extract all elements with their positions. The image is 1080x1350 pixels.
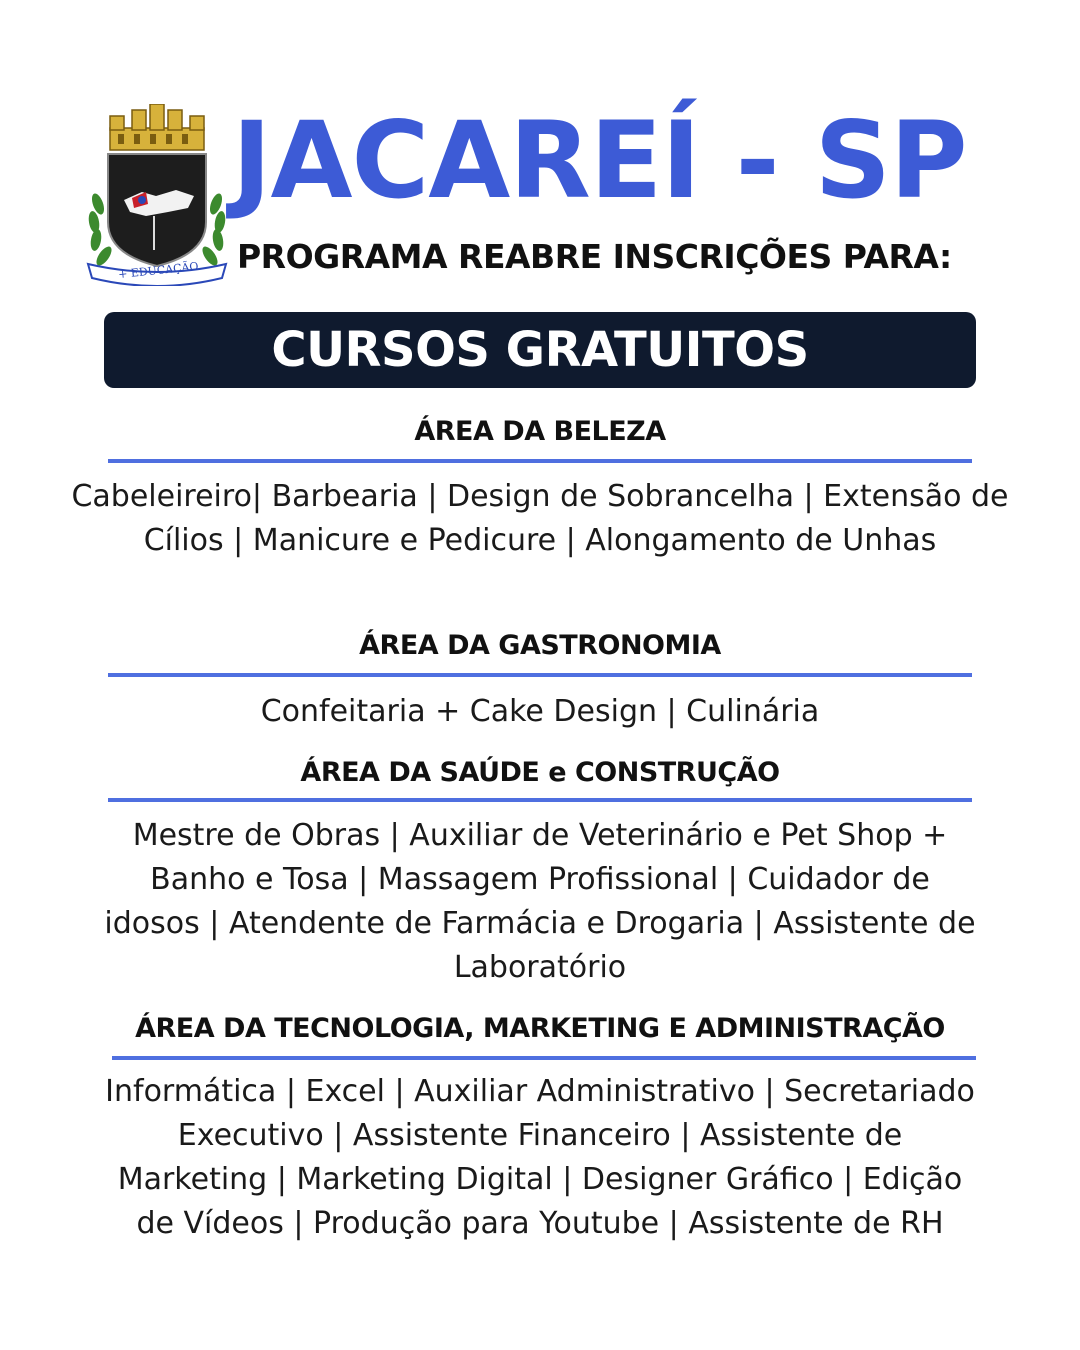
section-courses-saude-construcao: Mestre de Obras | Auxiliar de Veterinário e Pet Shop + Banho e Tosa | Massagem Profissional | Cuidador de idosos | Atendente de Farmácia e Drogaria | Assistente de Laboratório bbox=[104, 818, 976, 985]
section-divider bbox=[112, 1056, 976, 1060]
section-heading-gastronomia: ÁREA DA GASTRONOMIA bbox=[359, 630, 721, 661]
section-courses-gastronomia: Confeitaria + Cake Design | Culinária bbox=[260, 694, 820, 729]
section-divider bbox=[108, 798, 972, 802]
section-heading-beleza: ÁREA DA BELEZA bbox=[414, 416, 666, 447]
section-divider bbox=[108, 459, 972, 463]
section-divider bbox=[108, 673, 972, 677]
page-subtitle: PROGRAMA REABRE INSCRIÇÕES PARA: bbox=[237, 237, 952, 276]
page-title: JACAREÍ - SP bbox=[232, 99, 967, 222]
municipal-crest-icon bbox=[84, 104, 230, 286]
section-courses-tecnologia: Informática | Excel | Auxiliar Administrativo | Secretariado Executivo | Assistente Financeiro | Assistente de Marketing | Marketing Digital | Designer Gráfico | Edição de Vídeos | Produção para Youtube | Assistente de RH bbox=[105, 1074, 975, 1241]
section-heading-tecnologia: ÁREA DA TECNOLOGIA, MARKETING E ADMINISTRAÇÃO bbox=[135, 1013, 945, 1044]
section-courses-beleza: Cabeleireiro| Barbearia | Design de Sobrancelha | Extensão de Cílios | Manicure e Pedicure | Alongamento de Unhas bbox=[71, 479, 1009, 558]
courses-banner bbox=[104, 312, 976, 388]
section-heading-saude-construcao: ÁREA DA SAÚDE e CONSTRUÇÃO bbox=[300, 757, 780, 788]
banner-label: CURSOS GRATUITOS bbox=[271, 322, 809, 378]
crest-ribbon-text: + EDUCAÇÃO bbox=[117, 259, 200, 282]
